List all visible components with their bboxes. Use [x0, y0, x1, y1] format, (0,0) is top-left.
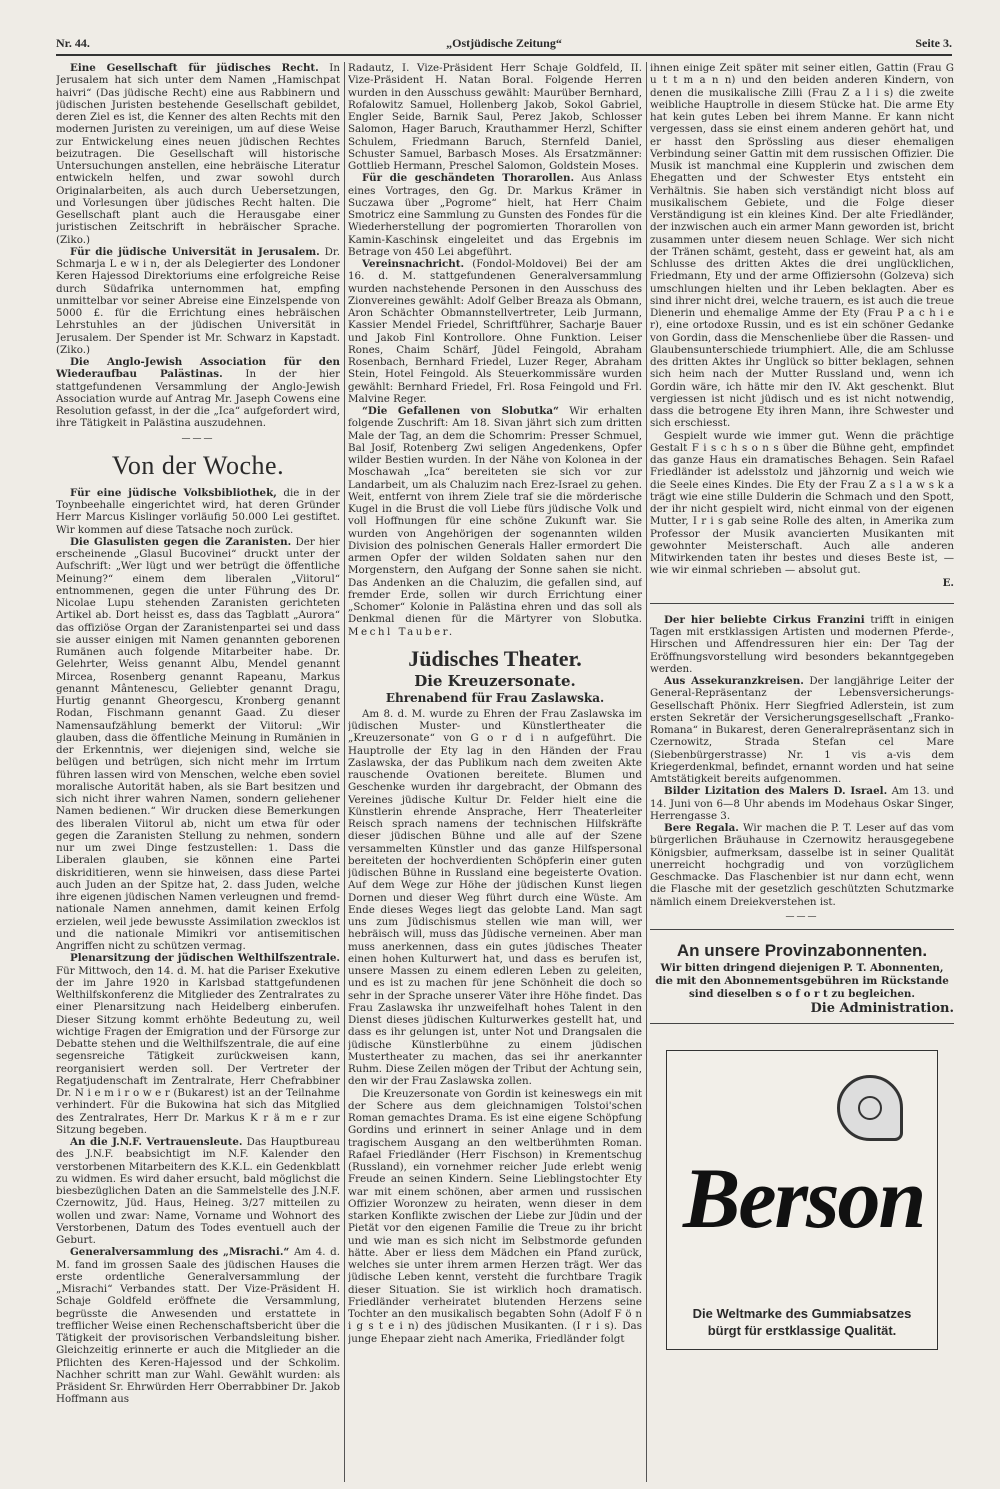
article-body: Am 13. und 14. Juni von 6—8 Uhr abends im Modehaus Oskar Singer, Herrengasse 3. — [650, 785, 954, 822]
article-misrachi — [56, 1246, 340, 1405]
column-2 — [348, 62, 642, 1482]
article-body: (Fondol-Moldovei) Bei der am 16. d. M. stattgefundenen Generalversammlung wurden nachstehende Personen in den Ausschuss des Zionvereines gewählt: Adolf Gelber Breaza als Obmann, Aron Schächter Obmannstellvertreter, Leib Jurmann, Kassier Mendel Friedel, Schriftführer, Sacharje Bauer und Jakob Finl Kontrollore. Ohne Funktion. Leiser Rones, Chaim Schärf, Jüdel Feingold, Abraham Rosenbach, Bernhard Friedel, Luzer Reger, Abraham Stein, Hotel Feingold. Als Steuerkommissäre wurden gewählt: Bernhard Friedel, Frl. Rosa Feingold und Frl. Malvine Reger. — [348, 258, 642, 405]
column-3 — [650, 62, 954, 1482]
article-heading: Aus Assekuranzkreisen. — [664, 675, 804, 687]
column-rule-1 — [344, 62, 345, 1482]
article-heading: Für die geschändeten Thorarollen. — [362, 172, 575, 185]
newspaper-name: „Ostjüdische Zeitung“ — [446, 36, 562, 50]
page-number: Seite 3. — [915, 36, 952, 50]
article-universitaet — [56, 246, 340, 356]
theater-subtitle-2: Ehrenabend für Frau Zaslawska. — [385, 690, 605, 705]
article-cirkus — [650, 614, 954, 675]
article-heading: Bere Regala. — [664, 822, 739, 834]
article-body: Am 8. d. M. wurde zu Ehren der Frau Zaslawska im jüdischen Muster- und Künstlertheater die „Kreuzersonate“ von G o r d i n aufgeführt. Die Hauptrolle der Ety lag in den Händen der Frau Zaslawska, der das Publikum nach dem zweiten Akte rauschende Ovationen bereitete. Blumen und Geschenke wurden ihr dargebracht, der Obmann des Vereines jüdische Kultur Dr. Felder hielt eine die Künstlerin ehrende Ansprache, Herr Theaterleiter Reisch sprach namens der technischen Hilfskräfte dieser jüdischen Bühne und alle auf der Szene versammelten Künstler und das ganze Hilfspersonal bereiteten der hochverdienten Schöpferin einer guten jüdischen Bühne in Russland eine begeisterte Ovation. Auf dem Wege zur Höhe der jüdischen Kunst liegen Dornen und dieser Weg führt durch eine Wüste. Am Ende dieses Weges liegt das gelobte Land. Man sagt uns zum Jüdischismus stellen wie man will, wer hebräisch will, muss das Jüdische verneinen. Aber man muss anerkennen, dass ein gutes jüdisches Theater einen hohen Kulturwert hat, und dass es berufen ist, unsere Massen zu einem edleren Leben zu geleiten, und es ist zu machen für jene Schönheit die doch so sehr in der Sprache unserer Väter ihre Höhe findet. Das Frau Zaslawska ihr unzweifelhaft hohes Talent in den Dienst dieses jüdischen Kulturwerkes gestellt hat, und dass es ihr gelungen ist, unter Not und Drangsalen die jüdische Künstlerbühne zu einem jüdischen Mustertheater zu machen, das sei ihr anerkannter Ruhm. Diese Zeilen mögen der Tribut der Achtung sein, den wir der Frau Zaslawska zollen. — [348, 707, 642, 1088]
article-assekuranz — [650, 675, 954, 785]
article-heading: Plenarsitzung der jüdischen Welthilfszentrale. — [70, 952, 340, 965]
article-bere-regala — [650, 822, 954, 908]
divider — [650, 929, 954, 930]
article-glasulisten — [56, 536, 340, 953]
ad-slogan — [667, 1305, 937, 1339]
theater-subtitle: Die Kreuzersonate. — [414, 671, 576, 690]
article-body: Radautz, I. Vize-Präsident Herr Schaje Goldfeld, II. Vize-Präsident H. Natan Boral. Folgende Herren wurden in den Ausschuss gewählt: Maurüber Bernhard, Rofalowitz Samuel, Hollenberg Jakob, Sokol Gabriel, Engler Seide, Barnik Saul, Perez Jakob, Schlosser Salomon, Hager Baruch, Krauthammer Herzl, Schifter Schulem, Friedmann Baruch, Sternfeld Daniel, Schuster Samuel, Barbasch Moses. Als Ersatzmänner: Gottlieb Hermann, Preschel Salomon, Goldstein Moses. — [348, 62, 642, 172]
article-heading: Die Glasulisten gegen die Zaranisten. — [70, 535, 292, 548]
article-signature: E. — [942, 576, 954, 589]
article-body: In der hier stattgefundenen Versammlung der Anglo-Jewish Association wurde auf Antrag Mr. Jaseph Cowens eine Resolution gefasst, in der die „Ica“ aufgefordert wird, ihre Tätigkeit in Palästina auszudehnen. — [56, 368, 340, 430]
article-body: Gespielt wurde wie immer gut. Wenn die prächtige Gestalt F i s c h s o n s über die Bühne geht, empfindet das ganze Haus ein dramatisches Behagen. Sein Rafael Friedländer ist adelsstolz und jähzornig und weich wie die Seele eines Kindes. Die Ety der Frau Z a s l a w s k a trägt wie eine stille Dulderin die Schmach und den Spott, der ihr nicht gespielt wird, nicht einmal von der eigenen Mutter, I r i s gab seine Rolle des alten, in Amerika zum Professor der Musik avancierten Musikanten mit gewohnter Meisterschaft. Auch alle anderen Mitwirkenden taten ihr bestes und dieses Beste ist, — wie wir einmal schrieben — absolut gut. — [650, 429, 954, 577]
article-heading: Für die jüdische Universität in Jerusalem. — [70, 245, 320, 258]
berson-seal-icon — [837, 1075, 903, 1141]
notice-title: An unsere Provinzabonnenten. — [676, 941, 928, 960]
page-header — [56, 34, 952, 56]
article-body: Wir erhalten folgende Zuschrift: Am 18. Sivan jährt sich zum dritten Male der Tag, an dem die Schomrim: Presser Schmuel, Bal Josif, Rotenberg Zwi seligen Angedenkens, Opfer wilder Bestien wurden. In der Nähe von Kolonea in der Moschawah „Ica“ bereiteten sie sich vor zur Landarbeit, um als Chaluzim nach Erez-Israel zu gehen. Weit, entfernt von ihrem Ziele traf sie die mörderische Kugel in die Brust die voll Liebe fürs jüdische Volk und voll Hoffnungen für eine schöne Zukunft war. Sie wurden von Angehörigen der sogenannten wilden Division des polnischen Generals Haller ermordert Die armen Opfer der wilden Soldaten sahen nur den Morgenstern, den Aufgang der Sonne sahen sie nicht. Das Andenken an die Chaluzim, die gefallen sind, auf fremder Erde, sollen wir durch Errichtung einer „Schomer“ Kolonie in Palästina ehren und das soll als Denkmal dienen für die Märtyrer von Slobutka. — [348, 405, 642, 626]
berson-advertisement — [666, 1050, 938, 1350]
article-body: Der hier erscheinende „Glasul Bucovinei“ druckt unter der Aufschrift: „Wer lügt und wer betrügt die öffentliche Meinung?“ einem dem liberalen „Viitorul“ entnommenen, gegen die unter Führung des Dr. Nicolae Lupu stehenden Zaranisten gerichteten Artikel ab. Dort heisst es, dass das Tagblatt „Aurora“ das offiziöse Organ der Zaranistenpartei sei und dass sie ausser einigen mit Namen genannten geborenen Rumänen auch folgende Mitarbeiter habe. Dr. Gelehrter, Weiss genannt Albu, Mendel genannt Mircea, Rosenberg genannt Rapeanu, Markus genannt Mântenescu, Geliebter genannt Dragu, Hurtig genannt Gheorgescu, Kronberg genannt Rodan, Fischmann genannt Gaad. Zu dieser Namensaufzählung bemerkt der Viitorul: „Wir glauben, dass die öffentliche Meinung in Rumänien in der Erkenntnis, wer diejenigen sind, welche sie belügen und betrügen, sich nicht mehr im Irrtum führen lassen wird von Menschen, welche eben soviel moralische Autorität haben, als sie Bart besitzen und sich nicht ihrer wahren Namen, sondern geliehener Namen bedienen.“ Wir drucken diese Bemerkungen des liberalen Viitorul ab, nicht um etwa für oder gegen die Zaranisten Stellung zu nehmen, sondern nur um zwei Dinge festzustellen: 1. Dass die Liberalen glauben, sie können eine Partei diskriditieren, wenn sie hinweisen, dass diese Partei auch Juden an der Spitze hat, 2. dass Juden, welche ihre eigenen jüdischen Namen verleugnen und fremd-nationale Namen annehmen, damit keinen Erfolg erzielen, weil jede bewusste Assimilation zwecklos ist und die nationale Mimikri vor antisemitischen Angriffen nicht zu schützen vermag. — [56, 535, 340, 952]
article-theater-review — [348, 708, 642, 1088]
article-body: Das Hauptbureau des J.N.F. beabsichtigt im N.F. Kalender den verstorbenen Mitarbeitern des K.K.L. ein Gedenkblatt zu widmen. Es wird daher ersucht, bald möglichst die biesbezüglichen Daten an die Sammelstelle des J.N.F. Czernowitz, Jüd. Haus, Heineg. 3/27 mitteilen zu wollen und zwar: Name, Vorname und Wohnort des Verstorbenen, Datum des Todes eventuell auch der Geburt. — [56, 1136, 340, 1246]
article-thorarollen — [348, 172, 642, 258]
article-heading: “Die Gefallenen von Slobutka“ — [362, 405, 559, 417]
article-welthilfszentrale — [56, 952, 340, 1136]
article-vereinsnachricht — [348, 258, 642, 405]
article-kreuzersonate — [348, 1088, 642, 1345]
section-title: Von der Woche. — [111, 450, 285, 480]
article-signature: Mechl Tauber. — [348, 625, 455, 638]
article-heading: Die Anglo-Jewish Association für den Wiederaufbau Palästinas. — [56, 356, 340, 381]
article-misrachi-cont — [348, 62, 642, 172]
article-body: Die Kreuzersonate von Gordin ist keineswegs ein mit der Schere aus dem gleichnamigen Tolstoi'schen Roman gemachtes Drama. Es ist eine eigene Schöpfung Gordins und erinnert in seiner Anlage und in dem tragischem Ausgang an den weltberühmten Roman. Rafael Friedländer (Herr Fischson) in Krementschug (Russland), ein vornehmer reicher Jude erlebt wenig Freude an seinen Kindern. Seine Lieblingstochter Ety war mit einem schönen, aber armen und russischen Offizier Woronzew zu heiraten, wenn dieser in dem starken Konflikte zwischen der Liebe zur Jüdin und der Pietät vor den eigenen Familie die Treue zu ihr bricht und wie man es sich nicht im Selbstmorde gefunden hätte. Aber er liess dem Mädchen ein Pfand zurück, welches sie unter ihrem armen Herzen trägt. Wer das jüdische Leben kennt, versteht die furchtbare Tragik dieser Situation. Sie ist wirklich hoch dramatisch. Friedländer verheiratet blutenden Herzens seine Tochter an den musikalisch begabten Sohn (Adolf F ö n i g s t e i n) des jüdischen Musikanten. (I r i s). Das junge Ehepaar zieht nach Amerika, Friedländer folgt — [348, 1087, 642, 1345]
article-lizitation — [650, 785, 954, 822]
article-body: trifft in einigen Tagen mit erstklassigen Artisten und modernen Pferde-, Hirschen und Affendressuren hier ein: Der Tag der Eröffnungsvorstellung wird besonders bekanntgegeben werden. — [650, 613, 954, 675]
article-body: Für Mittwoch, den 14. d. M. hat die Pariser Exekutive der im Jahre 1920 in Karlsbad stattgefundenen Welthilfskonferenz die Mitglieder des Zentralrates zu einer Plenarsitzung nach Heidelberg einberufen. Dieser Sitzung kommt erhöhte Bedeutung zu, weil wichtige Fragen der Emigration und der Fürsorge zur Debatte stehen und die Welthilfszentrale, die auf eine segensreiche Tätigkeit zurückweisen kann, reorganisiert werden soll. Der Vertreter der Regatjudenschaft im Zentralrate, Herr Chefrabbiner Dr. N i e m i r o w e r (Bukarest) ist an der Teilnahme verhindert. Für die Bukowina hat sich das Mitglied des Zentralrates, Herr Dr. Markus K r ä m e r zur Sitzung begeben. — [56, 964, 340, 1136]
article-heading: Vereinsnachricht. — [362, 258, 465, 270]
article-heading: Eine Gesellschaft für jüdisches Recht. — [70, 62, 319, 74]
article-heading: Generalversammlung des „Misrachi.“ — [70, 1246, 290, 1259]
article-body: Der langjährige Leiter der General-Repräsentanz der Lebensversicherungs-Gesellschaft Phönix. Herr Siegfried Adlerstein, ist zum ersten Sekretär der Versicherungsgesellschaft „Franko-Romana“ in Bukarest, deren Generalrepräsentanz sich in Czernowitz, Strada Stefan cel Mare (Siebenbürgerstrasse) Nr. 1 vis a-vis dem Kriegerdenkmal, befindet, ernannt worden und hat seine Amtstätigkeit bereits aufgenommen. — [650, 675, 954, 785]
column-1 — [56, 62, 340, 1482]
column-rule-2 — [646, 62, 647, 1482]
article-body: In Jerusalem hat sich unter dem Namen „Hamischpat haivri“ (Das jüdische Recht) eine aus Rabbinern und jüdischen Juristen bestehende Gesellschaft gebildet, deren Ziel es ist, die Kenner des alten Rechts mit den modernen Juristen zu vereinigen, um auf diese Weise zur Entwickelung eines neuen jüdischen Rechtes beizutragen. Die Gesellschaft will historische Untersuchungen anstellen, eine hebräische Literatur entwickeln helfen, und zwar sowohl durch Originalarbeiten, als auch durch Uebersetzungen, und Vorlesungen über jüdisches Recht halten. Die Gesellschaft plant auch die Herausgabe einer juristischen Zeitschrift in hebräischer Sprache. (Ziko.) — [56, 62, 340, 246]
article-heading: Für eine jüdische Volksbibliothek, — [70, 486, 277, 499]
article-juedisches-recht — [56, 62, 340, 246]
separator: ——— — [785, 911, 819, 922]
article-heading: Bilder Lizitation des Malers D. Israel. — [664, 785, 888, 798]
divider — [650, 603, 954, 604]
notice-signature: Die Administration. — [810, 1001, 954, 1016]
article-body: die in der Toynbeehalle eingerichtet wird, hat deren Gründer Herr Marcus Kislinger vorläufig 50.000 Lei gestiftet. Wir kommen auf diese Tatsache noch zurück. — [56, 486, 340, 536]
article-jnf — [56, 1136, 340, 1246]
article-body: Dr. Schmarja L e w i n, der als Delegierter des Londoner Keren Hajessod Direktoriums eine erfolgreiche Reise durch Südafrika unternommen hat, empfing unmittelbar vor seiner Abreise eine Einzelspende von 5000 £. für die Errichtung eines hebräischen Lehrstuhles an der jüdischen Universität in Jerusalem. Der Spender ist Mr. Schwarz in Kapstadt. (Ziko.) — [56, 245, 340, 356]
article-anglo-jewish — [56, 356, 340, 430]
article-theater-performance — [650, 430, 954, 577]
divider — [650, 1023, 954, 1024]
article-body: Am 4. d. M. fand im grossen Saale des jüdischen Hauses die erste ordentliche Generalversammlung der „Misrachi“ Verbandes statt. Der Vize-Präsident H. Schaje Goldfeld eröffnete die Versammlung, begrüsste die Anwesenden und erstattete in trefflicher Weise einen Rechenschaftsbericht über die Tätigkeit der provisorischen Verbandsleitung bisher. Gleichzeitig erinnerte er auch die Mitglieder an die Pflichten des Keren-Hajessod und der Schkolim. Nachher schritt man zur Wahl. Gewählt wurden: als Präsident Sr. Ehrwürden Herr Oberrabbiner Dr. Jakob Hoffmann aus — [56, 1246, 340, 1406]
article-body: Wir machen die P. T. Leser auf das vom bürgerlichen Bräuhause in Czernowitz herausgegebene Königsbier, aufmerksam, dasselbe ist in seiner Qualität unerreicht hochgradig und von vorzüglichem Geschmacke. Das Flaschenbier ist nur dann echt, wenn die Flasche mit der gesetzlich geschützten Schutzmarke nämlich einem Dreiekverstehen ist. — [650, 822, 954, 908]
ad-slogan-line-1: Die Weltmarke des Gummiabsatzes — [692, 1306, 912, 1322]
theater-section-title: Jüdisches Theater. — [408, 645, 582, 671]
article-heading: An die J.N.F. Vertrauensleute. — [70, 1136, 243, 1148]
article-body: Aus Anlass eines Vortrages, den Gg. Dr. Markus Krämer in Suczawa über „Pogrome“ hielt, hat Herr Chaim Smotricz eine Sammlung zu Gunsten des Fondes für die Wiederherstellung der pogromierten Thorarollen von Kamin-Kaschinsk eingeleitet und das Ergebnis im Betrage von 450 Lei abgeführt. — [348, 172, 642, 258]
issue-number: Nr. 44. — [56, 36, 90, 50]
article-heading: Der hier beliebte Cirkus Franzini — [664, 613, 865, 626]
article-body: ihnen einige Zeit später mit seiner eitlen, Gattin (Frau G u t t m a n n) und den beiden anderen Kindern, von denen die musikalische Zilli (Frau Z a l i s) die zweite weibliche Hauptrolle in diesem Stücke hat. Die arme Ety hat kein gutes Leben bei ihrem Manne. Er kann nicht vergessen, dass sie einst einem anderen gehört hat, und er hasst den Sprössling aus dieser ehemaligen Verbindung seiner Gattin mit dem russischen Offizier. Die Musik ist manchmal eine Kupplerin und zwischen dem Ehegatten und der Schwester Etys entsteht ein Verhältnis. Sie haben sich verständigt nicht bloss auf musikalischem Gebiete, und die Folge dieser Verständigung ist ein kleines Kind. Der alte Friedländer, der inzwischen auch ein armer Mann geworden ist, bricht zusammen unter diesem neuen Schlage. Wer sich nicht der Tränen schämt, gesteht, dass er geweint hat, als am Schlusse des dritten Aktes die drei unglücklichen, Friedmann, Ety und der arme Offiziersohn (Golzeva) sich umschlungen hielten und ihr Leben beklagten. Aber es sind ihrer nicht drei, welche trauern, es ist auch die treue Dienerin und ehemalige Amme der Ety (Frau P a c h i e r), eine ortodoxe Russin, und es ist ein schöner Gedanke von Gordin, dass die Menschenliebe über die Rassen- und Glaubensunterschiede triumphiert. Alle, die am Schlusse des dritten Aktes ihr Unglück so bitter beklagen, sehnen sich heim nach der Mutter Russland und, wenn ich Gordin wäre, ich hätte mir den IV. Akt geschenkt. Blut vergiessen ist nicht jüdisch und es ist nicht notwendig, dass die betrogene Ety ihren Mann, ihre Schwester und sich erschiesst. — [650, 62, 954, 430]
ad-brand-name: Berson — [683, 1150, 925, 1247]
notice-body: Wir bitten dringend diejenigen P. T. Abonnenten, die mit den Abonnementsgebühren im Rückstande sind dieselben s o f o r t zu begleichen. — [655, 962, 949, 1000]
article-theater-cont — [650, 62, 954, 430]
article-slobutka — [348, 405, 642, 638]
article-volksbibliothek — [56, 487, 340, 536]
separator: ——— — [181, 433, 215, 444]
ad-slogan-line-2: bürgt für erstklassige Qualität. — [707, 1323, 897, 1339]
